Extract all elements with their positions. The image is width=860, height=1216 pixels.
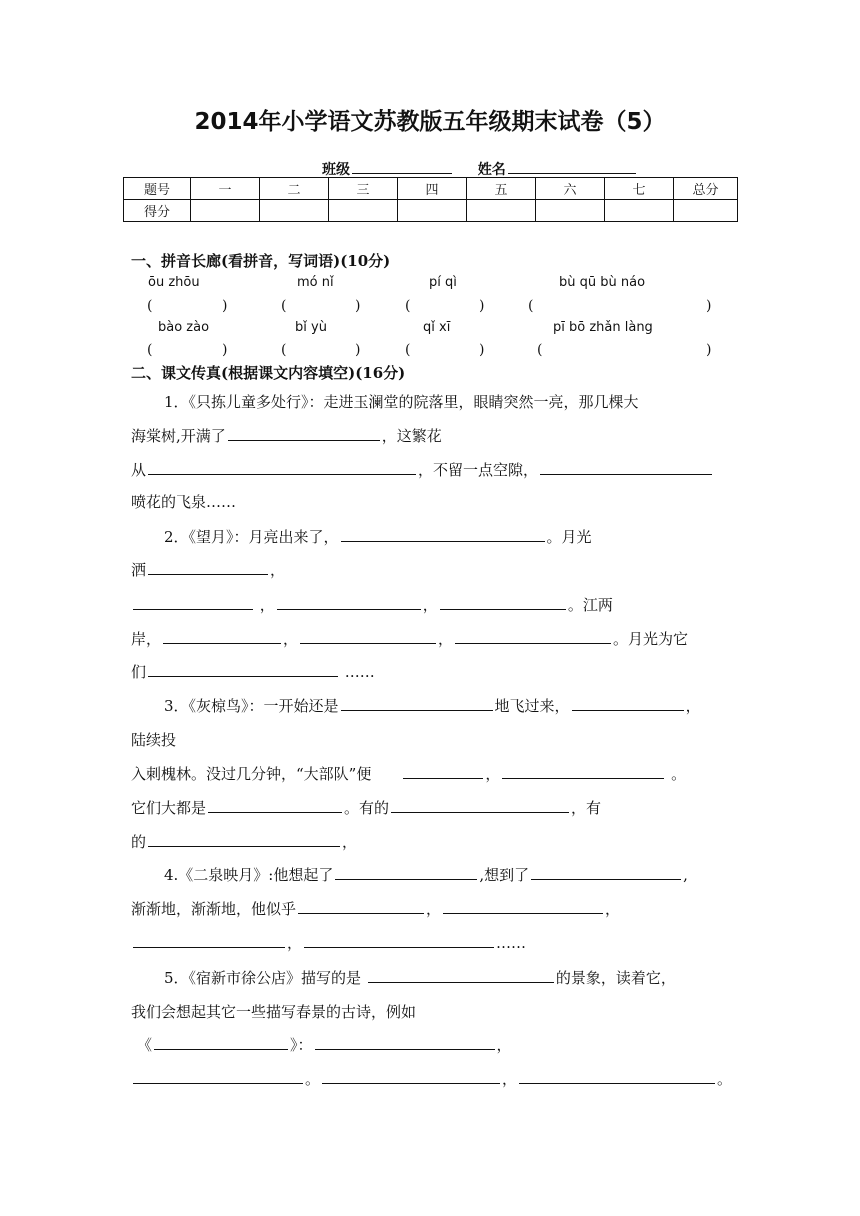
answer-blank[interactable] <box>304 932 494 948</box>
class-label: 班级 <box>322 162 350 178</box>
q1-line1: 1．《只拣儿童多处行》：走进玉澜堂的院落里，眼睛突然一亮，那几棵大 <box>164 393 639 411</box>
answer-blank[interactable] <box>228 425 380 441</box>
paren: ( <box>405 342 411 358</box>
q5-line1: 5．《宿新市徐公店》描写的是 的景象，读着它， <box>164 969 676 987</box>
answer-blank[interactable] <box>133 932 285 948</box>
paren: ) <box>706 342 712 358</box>
answer-blank[interactable] <box>322 1068 500 1084</box>
paren: ) <box>222 342 228 358</box>
pinyin: bù qū bù náo <box>559 275 646 290</box>
answer-blank[interactable] <box>519 1068 715 1084</box>
paren: ) <box>479 298 485 314</box>
paren: ) <box>355 298 361 314</box>
q1-line2: 海棠树,开满了 ，这繁花 <box>131 427 442 445</box>
q1-line3: 从 ，不留一点空隙， <box>131 459 714 480</box>
table-cell: 二 <box>260 178 329 200</box>
answer-blank[interactable] <box>277 594 421 610</box>
paren: ) <box>222 298 228 314</box>
q3-line5: 的 ， <box>131 833 358 851</box>
answer-blank[interactable] <box>208 797 342 813</box>
q4-line3: ， …… <box>131 932 526 953</box>
q1-line4: 喷花的飞泉…… <box>131 493 237 511</box>
q4-line2: 渐渐地，渐渐地，他似乎 ， ， <box>131 900 621 918</box>
answer-blank[interactable] <box>300 628 436 644</box>
score-cell[interactable] <box>674 200 738 222</box>
paren: ( <box>147 342 153 358</box>
q2-line2: 洒 ， <box>131 561 286 579</box>
class-name-line <box>322 158 638 179</box>
q5-line3: 《 》： ， <box>137 1036 512 1054</box>
answer-blank[interactable] <box>133 1068 303 1084</box>
q2-line1: 2．《望月》：月亮出来了， 。月光 <box>164 528 592 546</box>
answer-blank[interactable] <box>572 695 684 711</box>
q2-line4: 岸， ， ， 。月光为它 <box>131 630 689 648</box>
score-cell[interactable] <box>605 200 674 222</box>
answer-blank[interactable] <box>133 594 253 610</box>
answer-blank[interactable] <box>440 594 566 610</box>
page-title: 2014年小学语文苏教版五年级期末试卷（5） <box>194 109 666 135</box>
answer-blank[interactable] <box>148 661 338 677</box>
answer-blank[interactable] <box>455 628 611 644</box>
paren: ) <box>355 342 361 358</box>
answer-blank[interactable] <box>341 695 493 711</box>
pinyin: mó nǐ <box>297 275 334 290</box>
score-cell[interactable] <box>329 200 398 222</box>
answer-blank[interactable] <box>531 864 681 880</box>
answer-blank[interactable] <box>154 1034 288 1050</box>
answer-blank[interactable] <box>335 864 477 880</box>
answer-blank[interactable] <box>403 763 483 779</box>
pinyin: qǐ xī <box>423 320 451 335</box>
paren: ( <box>281 298 287 314</box>
pinyin: bào zào <box>158 320 210 335</box>
table-cell: 六 <box>536 178 605 200</box>
answer-blank[interactable] <box>391 797 569 813</box>
answer-blank[interactable] <box>443 898 603 914</box>
score-cell[interactable] <box>536 200 605 222</box>
table-cell: 一 <box>191 178 260 200</box>
q3-line2: 陆续投 <box>131 731 177 749</box>
score-cell[interactable] <box>398 200 467 222</box>
score-cell[interactable] <box>467 200 536 222</box>
name-label: 姓名 <box>477 162 506 178</box>
paren: ( <box>537 342 543 358</box>
paren: ( <box>528 298 534 314</box>
q3-line3: 入刺槐林。没过几分钟，“大部队”便 ， 。 <box>131 765 687 783</box>
section1-heading: 一、拼音长廊(看拼音，写词语)(10分) <box>131 252 391 270</box>
q2-line3: ， ， 。江两 <box>131 594 613 615</box>
pinyin: ōu zhōu <box>148 275 200 290</box>
score-table <box>123 177 738 222</box>
answer-blank[interactable] <box>341 526 545 542</box>
table-cell: 五 <box>467 178 536 200</box>
table-cell: 四 <box>398 178 467 200</box>
name-blank[interactable] <box>508 158 636 174</box>
q5-line4: 。 ， 。 <box>131 1068 732 1089</box>
table-cell: 题号 <box>124 178 191 200</box>
table-cell: 三 <box>329 178 398 200</box>
answer-blank[interactable] <box>148 559 268 575</box>
answer-blank[interactable] <box>298 898 424 914</box>
score-cell[interactable] <box>260 200 329 222</box>
answer-blank[interactable] <box>502 763 664 779</box>
q4-line1: 4.《二泉映月》:他想起了 ,想到了 , <box>164 866 688 884</box>
table-cell: 七 <box>605 178 674 200</box>
pinyin: pī bō zhǎn làng <box>553 320 653 335</box>
answer-blank[interactable] <box>315 1034 495 1050</box>
table-cell: 总分 <box>674 178 738 200</box>
score-table-header-row <box>124 178 738 200</box>
class-blank[interactable] <box>352 158 452 174</box>
answer-blank[interactable] <box>148 831 340 847</box>
q2-line5: 们 …… <box>131 663 375 681</box>
answer-blank[interactable] <box>163 628 281 644</box>
q5-line2: 我们会想起其它一些描写春景的古诗，例如 <box>131 1003 417 1021</box>
pinyin: bǐ yù <box>295 320 327 335</box>
pinyin: pí qì <box>429 275 457 290</box>
score-cell[interactable] <box>191 200 260 222</box>
section2-heading: 二、课文传真(根据课文内容填空)(16分) <box>131 364 406 382</box>
answer-blank[interactable] <box>148 459 416 475</box>
score-table-score-row <box>124 200 738 222</box>
table-cell: 得分 <box>124 200 191 222</box>
paren: ) <box>706 298 712 314</box>
answer-blank[interactable] <box>540 459 712 475</box>
paren: ( <box>405 298 411 314</box>
q3-line1: 3．《灰椋鸟》：一开始还是 地飞过来， ， <box>164 697 701 715</box>
q3-line4: 它们大都是 。有的 ，有 <box>131 799 602 817</box>
answer-blank[interactable] <box>368 967 554 983</box>
paren: ( <box>147 298 153 314</box>
paren: ( <box>281 342 287 358</box>
paren: ) <box>479 342 485 358</box>
